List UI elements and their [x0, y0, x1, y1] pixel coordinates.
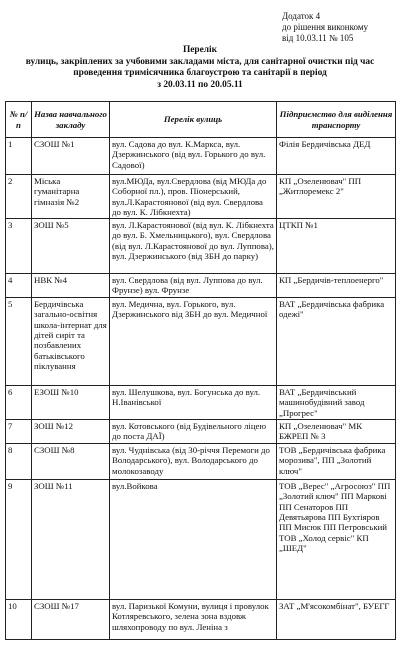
row-company: КП „Озеленювач" МК БЖРЕП № 3 [277, 420, 396, 444]
row-school: Бердичівська загально-освітня школа-інтернат для дітей сиріт та позбавлених батьківського піклування [32, 298, 110, 386]
row-streets: вул. Медична, вул. Горького, вул. Дзержинського від ЗБН до вул. Медичної [110, 298, 277, 386]
table-header-row [6, 102, 396, 138]
row-num: 7 [6, 420, 32, 444]
appendix-date: від 10.03.11 № 105 [282, 33, 354, 43]
heading-line-2: вулиць, закріплених за учбовими закладами міста, для санітарної очистки під час [25, 56, 375, 67]
row-num: 6 [6, 386, 32, 420]
table-row [6, 600, 396, 640]
row-school: Міська гуманітарна гімназія №2 [32, 175, 110, 219]
row-school: НВК №4 [32, 274, 110, 298]
table-row [6, 386, 396, 420]
col-header-company: Підприємство для виділення транспорту [277, 102, 396, 138]
row-school: ЕЗОШ №10 [32, 386, 110, 420]
row-school: ЗОШ №5 [32, 219, 110, 274]
row-num: 2 [6, 175, 32, 219]
appendix-number: Додаток 4 [282, 11, 321, 21]
row-num: 1 [6, 138, 32, 175]
row-company: ТОВ „Верес" „Агросоюз" ПП „Золотий ключ" ПП Маркові ПП Сенаторов ПП Девятьярова ПП Бухтіяров ПП Мисюк ПП Петровський ТОВ „Холод сервіс" КП „ШЕД" [277, 480, 396, 600]
row-company: КП „Бердичів-теплоенерго" [277, 274, 396, 298]
col-header-streets: Перелік вулиць [110, 102, 277, 138]
row-streets: вул. Паризької Комуни, вулиця і провулок Котляревського, зелена зона вздовж шляхопроводу по вул. Леніна з [110, 600, 277, 640]
row-school: ЗОШ №12 [32, 420, 110, 444]
row-num: 3 [6, 219, 32, 274]
row-school: ЗОШ №11 [32, 480, 110, 600]
row-num: 4 [6, 274, 32, 298]
row-streets: вул.МЮДа, вул.Свердлова (від МЮДа до Соборної пл.), пров. Піонерський, вул.Л.Карастоянової (від вул. Свердлова до вул. К. Лібкнехта) [110, 175, 277, 219]
heading-period: з 20.03.11 по 20.05.11 [157, 79, 243, 90]
row-num: 10 [6, 600, 32, 640]
row-streets: вул. Садова до вул. К.Маркса, вул. Дзержинського (від вул. Горького до вул. Садової) [110, 138, 277, 175]
row-streets: вул.Войкова [110, 480, 277, 600]
row-company: ВАТ „Бердичівський машинобудівний завод „Прогрес" [277, 386, 396, 420]
row-num: 9 [6, 480, 32, 600]
heading-title: Перелік [182, 45, 218, 55]
col-header-school: Назва навчального закладу [32, 102, 110, 138]
streets-table [5, 101, 396, 640]
table-row [6, 219, 396, 274]
row-company: ЗАТ „М'ясокомбінат", БУЕГГ [277, 600, 396, 640]
table-row [6, 480, 396, 600]
table-row [6, 420, 396, 444]
row-streets: вул. Котовського (від Будівельного ліцею до поста ДАЇ) [110, 420, 277, 444]
heading-line-3: проведення тримісячника благоустрою та санітарії в період [73, 68, 327, 78]
col-header-num: № п/п [6, 102, 32, 138]
row-company: ЦТКП №1 [277, 219, 396, 274]
table-row [6, 138, 396, 175]
table-row [6, 444, 396, 480]
document-heading [4, 45, 396, 91]
row-school: СЗОШ №1 [32, 138, 110, 175]
row-num: 5 [6, 298, 32, 386]
row-streets: вул. Чуднівська (від 30-річчя Перемоги до Володарського), вул. Володарського до молокозаводу [110, 444, 277, 480]
table-row [6, 175, 396, 219]
row-num: 8 [6, 444, 32, 480]
row-company: Філія Бердичівська ДЕД [277, 138, 396, 175]
row-streets: вул. Свердлова (від вул. Луппова до вул. Фрунзе) вул. Фрунзе [110, 274, 277, 298]
row-school: СЗОШ №8 [32, 444, 110, 480]
row-company: ВАТ „Бердичівська фабрика одежі" [277, 298, 396, 386]
row-company: КП „Озеленювач" ПП „Житлоремекс 2" [277, 175, 396, 219]
row-company: ТОВ „Бердичівська фабрика морозива", ПП „Золотий ключ" [277, 444, 396, 480]
row-school: СЗОШ №17 [32, 600, 110, 640]
appendix-header [282, 11, 398, 44]
appendix-decision: до рішення виконкому [282, 22, 369, 32]
table-row [6, 274, 396, 298]
row-streets: вул. Шелушкова, вул. Богунська до вул. Н.Іванівської [110, 386, 277, 420]
table-row [6, 298, 396, 386]
row-streets: вул. Л.Карастоянової (від вул. К. Лібкнехта до вул. Б. Хмельницького), вул. Свердлова (від вул. Л.Карастоянової до вул. Луппова), вул. Дзержинського (від ЗБН до парку) [110, 219, 277, 274]
